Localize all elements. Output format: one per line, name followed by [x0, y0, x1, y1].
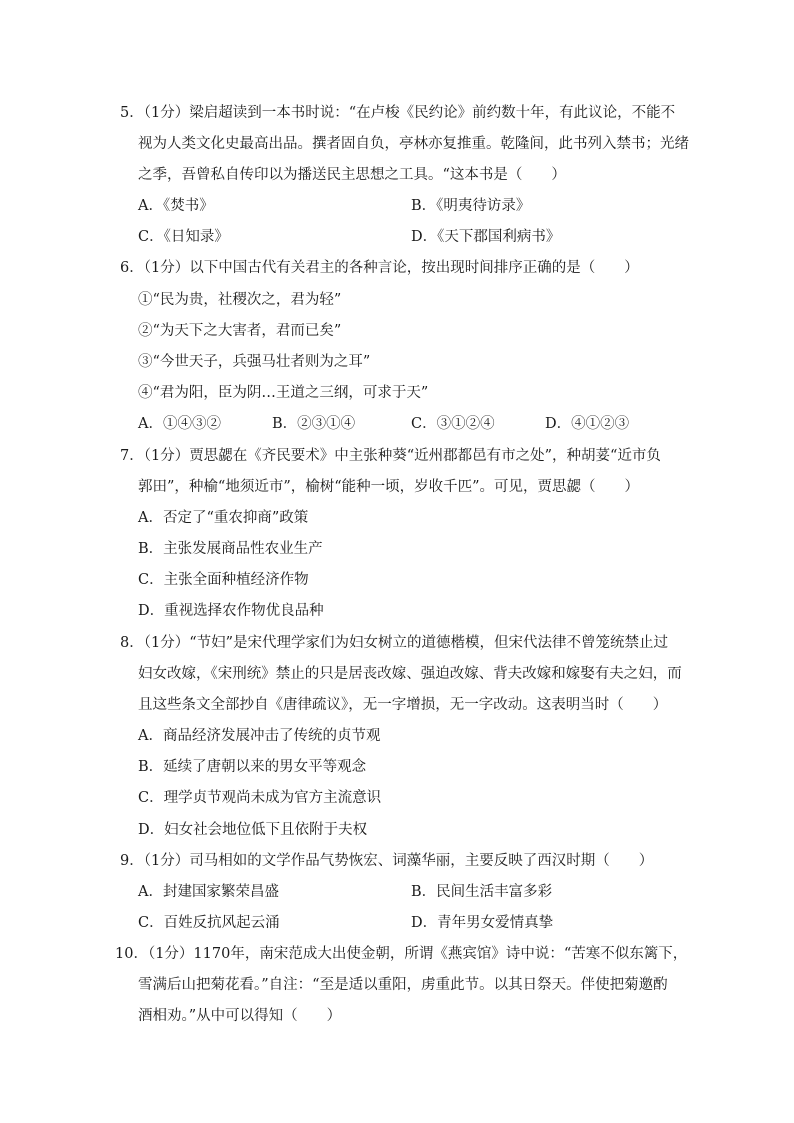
q6-item-4: ④“君为阳，臣为阴…王道之三纲，可求于天”	[138, 385, 429, 401]
q6-item-1: ①“民为贵，社稷次之，君为轻”	[138, 292, 342, 308]
q7-option-a: A．否定了“重农抑商”政策	[138, 510, 309, 526]
q8-stem-line-3: 且这些条文全部抄自《唐律疏议》，无一字增损，无一字改动。这表明当时（ ）	[138, 697, 668, 713]
q5-stem-line-2: 视为人类文化史最高出品。撰者固自负，亭林亦复推重。乾隆间，此书列入禁书；光绪	[138, 136, 689, 152]
q10-stem-line-1: 10．（1分）1170年，南宋范成大出使金朝，所谓《燕宾馆》诗中说：“苦寒不似东篱下，	[115, 946, 688, 962]
q5-stem-line-1: 5．（1分）梁启超读到一本书时说：“在卢梭《民约论》前约数十年，有此议论，不能不	[120, 105, 676, 121]
q7-option-c: C．主张全面种植经济作物	[138, 572, 309, 588]
q5-option-d: D．《天下郡国利病书》	[411, 229, 561, 245]
q9-option-a: A．封建国家繁荣昌盛	[138, 884, 279, 900]
q7-option-b: B．主张发展商品性农业生产	[138, 541, 323, 557]
q10-stem-line-2: 雪满后山把菊花看。”自注：“至是适以重阳，虏重此节。以其日祭天。伴使把菊邀酌	[138, 977, 668, 993]
q5-option-b: B．《明夷待访录》	[411, 198, 531, 214]
q7-stem-line-2: 郭田”，种榆“地须近市”，榆树“能种一顷，岁收千匹”。可见，贾思勰（ ）	[138, 479, 640, 495]
q9-option-c: C．百姓反抗风起云涌	[138, 915, 280, 931]
q5-stem-line-3: 之季，吾曾私自传印以为播送民主思想之工具。“这本书是（ ）	[138, 167, 566, 183]
q8-option-d: D．妇女社会地位低下且依附于夫权	[138, 822, 368, 838]
q8-stem-line-1: 8．（1分）“节妇”是宋代理学家们为妇女树立的道德楷模，但宋代法律不曾笼统禁止过	[120, 635, 669, 651]
q6-stem-line-1: 6．（1分）以下中国古代有关君主的各种言论，按出现时间排序正确的是（ ）	[120, 260, 639, 276]
q6-option-b: B．②③①④	[272, 416, 356, 432]
q8-stem-line-2: 妇女改嫁，《宋刑统》禁止的只是居丧改嫁、强迫改嫁、背夫改嫁和嫁娶有夫之妇，而	[138, 666, 682, 682]
q6-option-a: A．①④③②	[138, 416, 221, 432]
q6-item-3: ③“今世天子，兵强马壮者则为之耳”	[138, 354, 371, 370]
q8-option-b: B．延续了唐朝以来的男女平等观念	[138, 759, 367, 775]
q8-option-c: C．理学贞节观尚未成为官方主流意识	[138, 790, 382, 806]
q9-option-d: D．青年男女爱情真挚	[411, 915, 554, 931]
q8-option-a: A．商品经济发展冲击了传统的贞节观	[138, 728, 381, 744]
q5-option-c: C．《日知录》	[138, 229, 229, 245]
q6-item-2: ②“为天下之大害者，君而已矣”	[138, 323, 342, 339]
q9-option-b: B．民间生活丰富多彩	[411, 884, 553, 900]
q5-option-a: A．《焚书》	[138, 198, 214, 214]
q9-stem-line-1: 9．（1分）司马相如的文学作品气势恢宏、词藻华丽，主要反映了西汉时期（ ）	[120, 853, 654, 869]
q6-option-d: D．④①②③	[545, 416, 630, 432]
q6-option-c: C．③①②④	[411, 416, 495, 432]
q7-stem-line-1: 7．（1分）贾思勰在《齐民要术》中主张种葵“近州郡都邑有市之处”，种胡荽“近市负	[120, 448, 661, 464]
q7-option-d: D．重视选择农作物优良品种	[138, 603, 324, 619]
q10-stem-line-3: 酒相劝。”从中可以得知（ ）	[138, 1008, 342, 1024]
